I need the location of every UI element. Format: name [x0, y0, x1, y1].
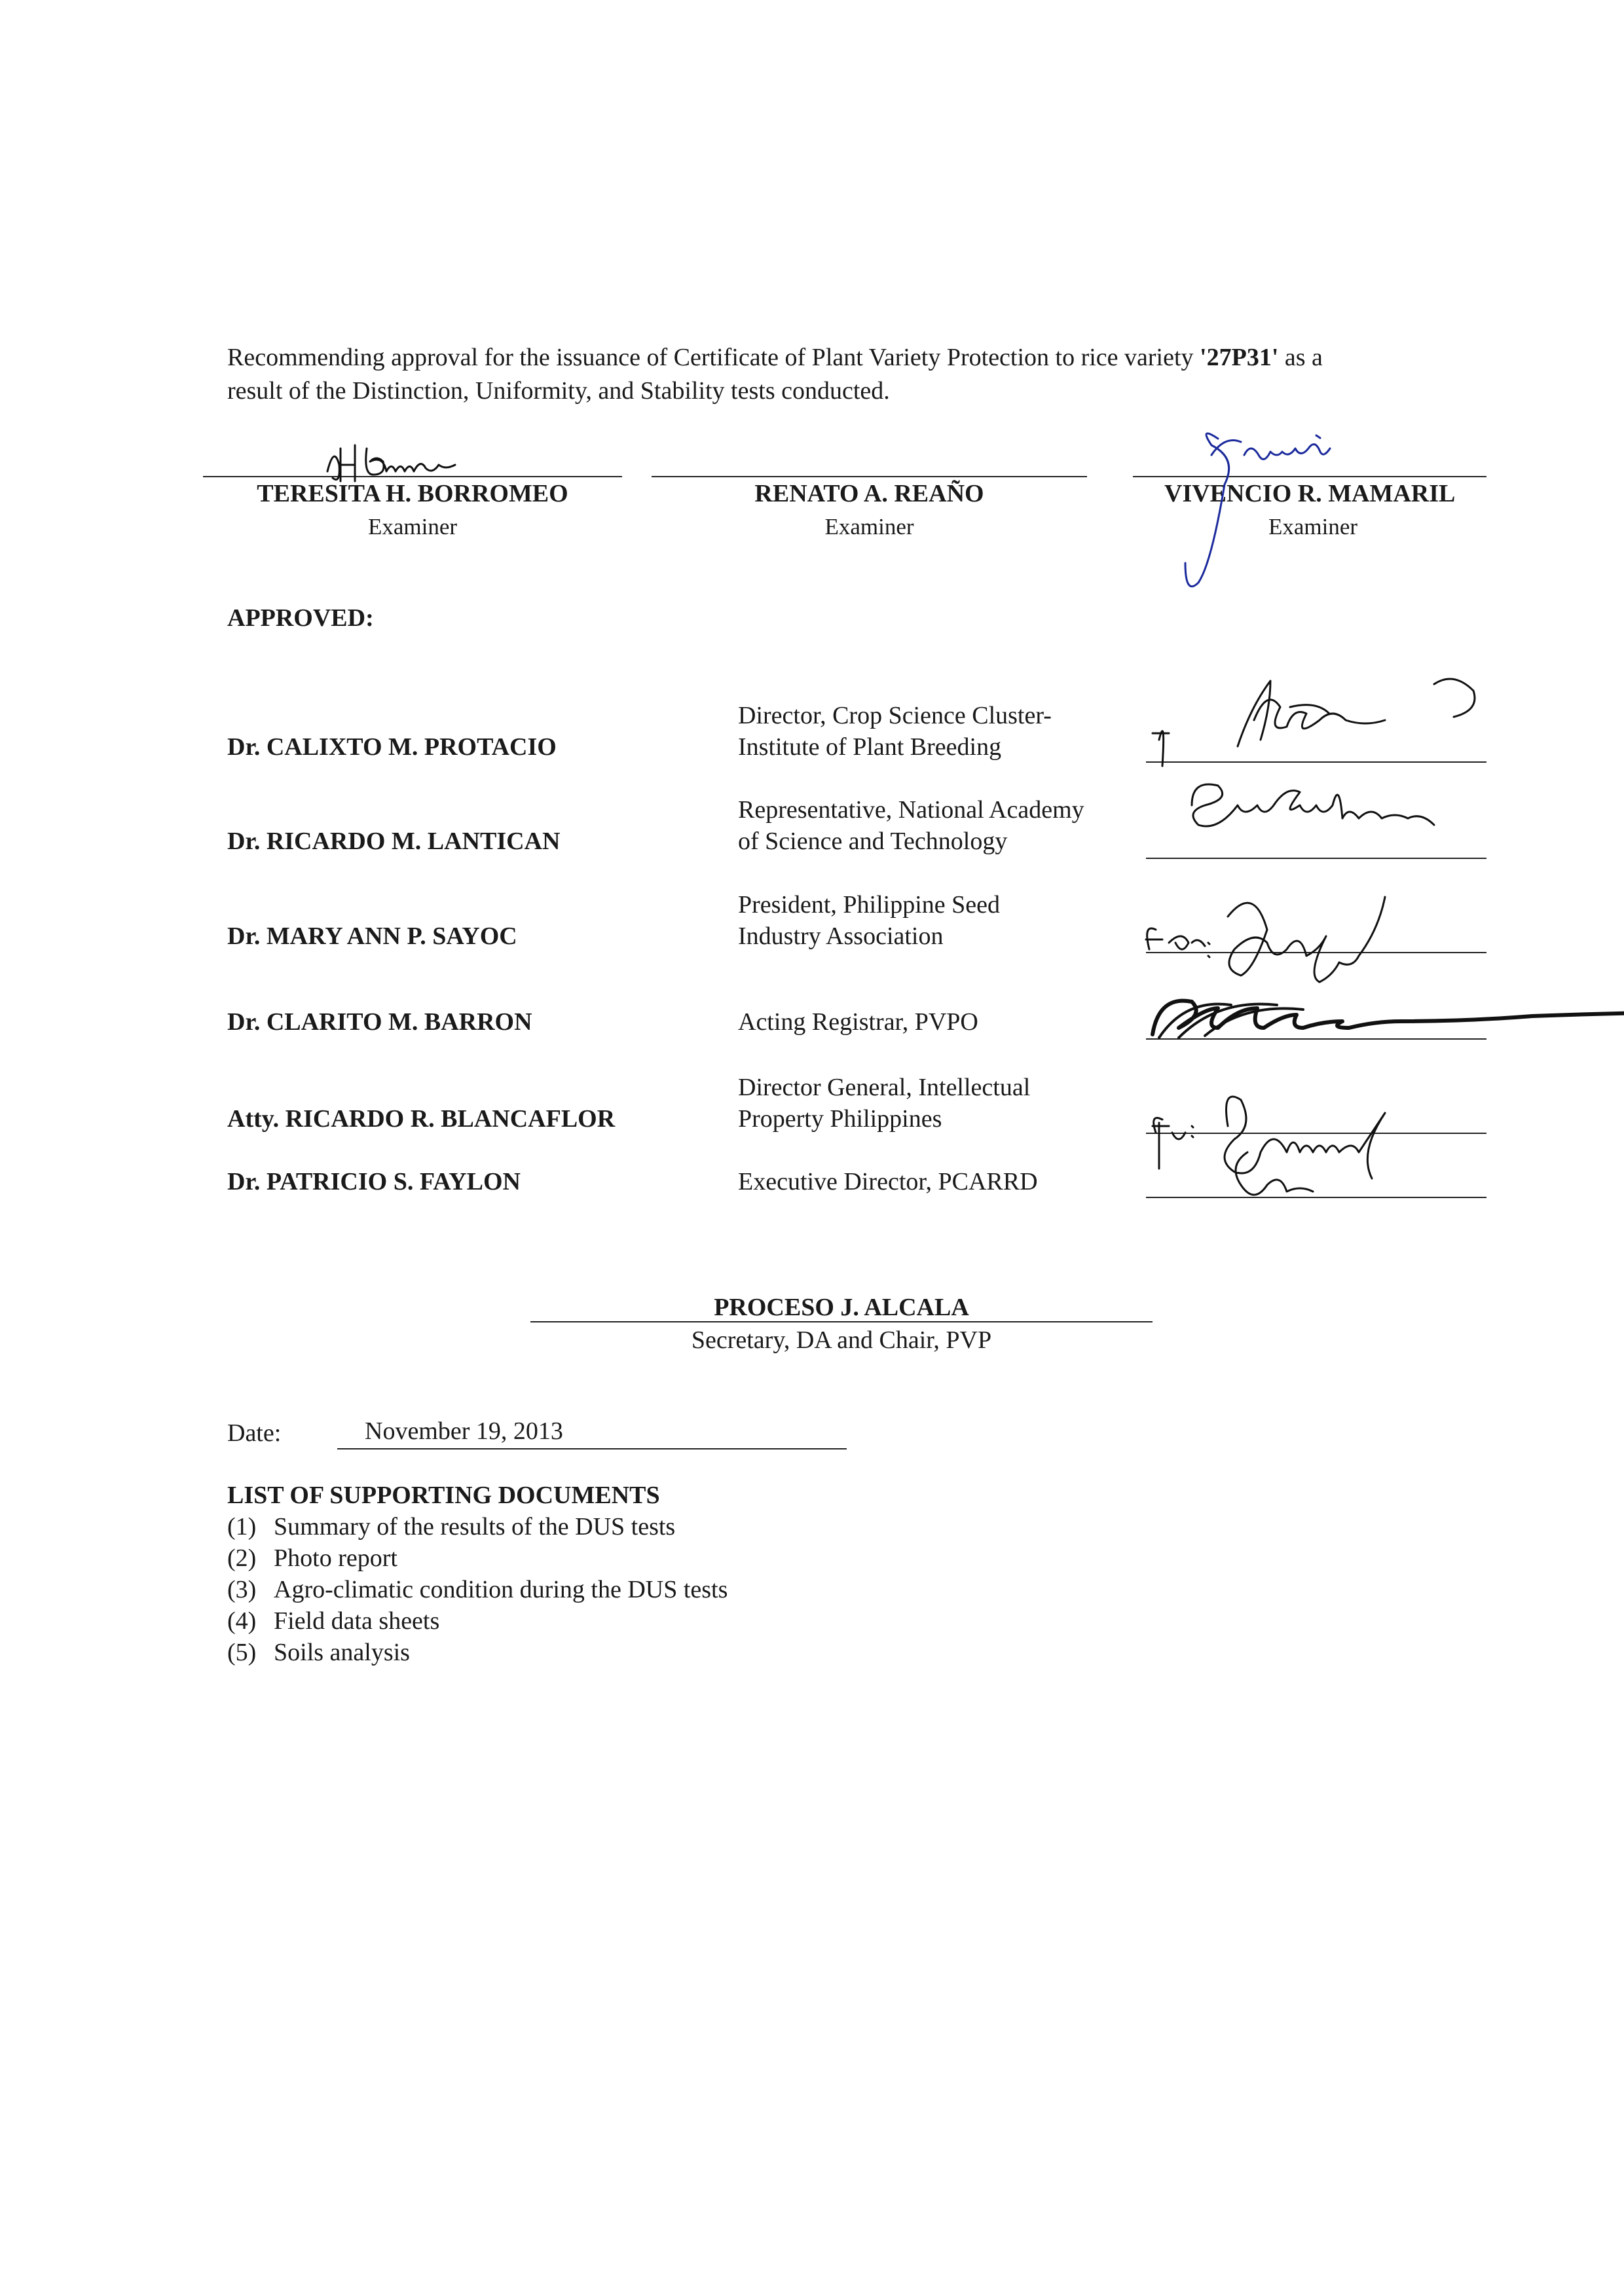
list-item	[227, 1577, 256, 1602]
approver-position-5a: Director General, Intellectual	[738, 1074, 1031, 1101]
date-line	[337, 1448, 847, 1449]
recommendation-suffix: as a	[1278, 344, 1323, 371]
approver-name-2: Dr. RICARDO M. LANTICAN	[227, 828, 561, 855]
list-item-text: Summary of the results of the DUS tests	[274, 1513, 676, 1540]
examiner-name-2: RENATO A. REAÑO	[754, 480, 984, 507]
recommendation-prefix: Recommending approval for the issuance of Certificate of Plant Variety Protection to rice variety	[227, 344, 1200, 371]
examiner-role-2: Examiner	[824, 514, 914, 539]
recommendation-line-1	[227, 345, 1323, 370]
list-item	[227, 1609, 256, 1633]
date-label: Date:	[227, 1419, 282, 1447]
supporting-documents-heading: LIST OF SUPPORTING DOCUMENTS	[227, 1482, 660, 1509]
list-item	[227, 1514, 256, 1539]
borromeo-signature	[321, 432, 491, 491]
approver-name-3: Dr. MARY ANN P. SAYOC	[227, 922, 517, 950]
lantican-signature	[1179, 766, 1545, 838]
mamaril-signature	[1166, 419, 1401, 570]
approved-label: APPROVED:	[227, 604, 374, 632]
examiner-signature-line-2	[652, 476, 1087, 477]
list-item-number: (5)	[227, 1639, 257, 1666]
approver-position-3a: President, Philippine Seed	[738, 891, 1001, 919]
secretary-title: Secretary, DA and Chair, PVP	[691, 1326, 992, 1354]
examiner-name-3: VIVENCIO R. MAMARIL	[1164, 480, 1456, 507]
examiner-role-3: Examiner	[1268, 514, 1358, 539]
approver-name-5: Atty. RICARDO R. BLANCAFLOR	[227, 1105, 616, 1133]
list-item-number: (1)	[227, 1513, 257, 1540]
approver-position-2a: Representative, National Academy	[738, 796, 1084, 824]
list-item-number: (4)	[227, 1607, 257, 1635]
list-item-text: Agro-climatic condition during the DUS tests	[274, 1576, 728, 1603]
approver-position-5b: Property Philippines	[738, 1105, 942, 1133]
protacio-signature	[1139, 668, 1506, 779]
approver-name-6: Dr. PATRICIO S. FAYLON	[227, 1168, 521, 1195]
blancaflor-signature	[1143, 1074, 1457, 1224]
examiner-role-1: Examiner	[367, 514, 458, 539]
list-item	[227, 1546, 256, 1571]
date-value: November 19, 2013	[365, 1417, 563, 1445]
variety-name: '27P31'	[1200, 344, 1279, 371]
approver-position-2b: of Science and Technology	[738, 828, 1008, 855]
secretary-signature-line	[530, 1321, 1153, 1322]
approver-position-6a: Executive Director, PCARRD	[738, 1168, 1038, 1195]
approver-position-1b: Institute of Plant Breeding	[738, 733, 1002, 761]
list-item	[227, 1640, 256, 1665]
list-item-text: Soils analysis	[274, 1639, 410, 1666]
list-item-text: Field data sheets	[274, 1607, 440, 1635]
recommendation-line-2: result of the Distinction, Uniformity, and Stability tests conducted.	[227, 377, 890, 405]
approver-name-4: Dr. CLARITO M. BARRON	[227, 1008, 532, 1036]
list-item-number: (3)	[227, 1576, 257, 1603]
approver-position-4a: Acting Registrar, PVPO	[738, 1008, 978, 1036]
approver-name-1: Dr. CALIXTO M. PROTACIO	[227, 733, 557, 761]
examiner-name-1: TERESITA H. BORROMEO	[257, 480, 568, 507]
approver-position-1a: Director, Crop Science Cluster-	[738, 702, 1052, 729]
secretary-name: PROCESO J. ALCALA	[714, 1294, 969, 1321]
barron-signature	[1139, 975, 1611, 1048]
list-item-text: Photo report	[274, 1544, 397, 1572]
approver-position-3b: Industry Association	[738, 922, 944, 950]
list-item-number: (2)	[227, 1544, 257, 1572]
